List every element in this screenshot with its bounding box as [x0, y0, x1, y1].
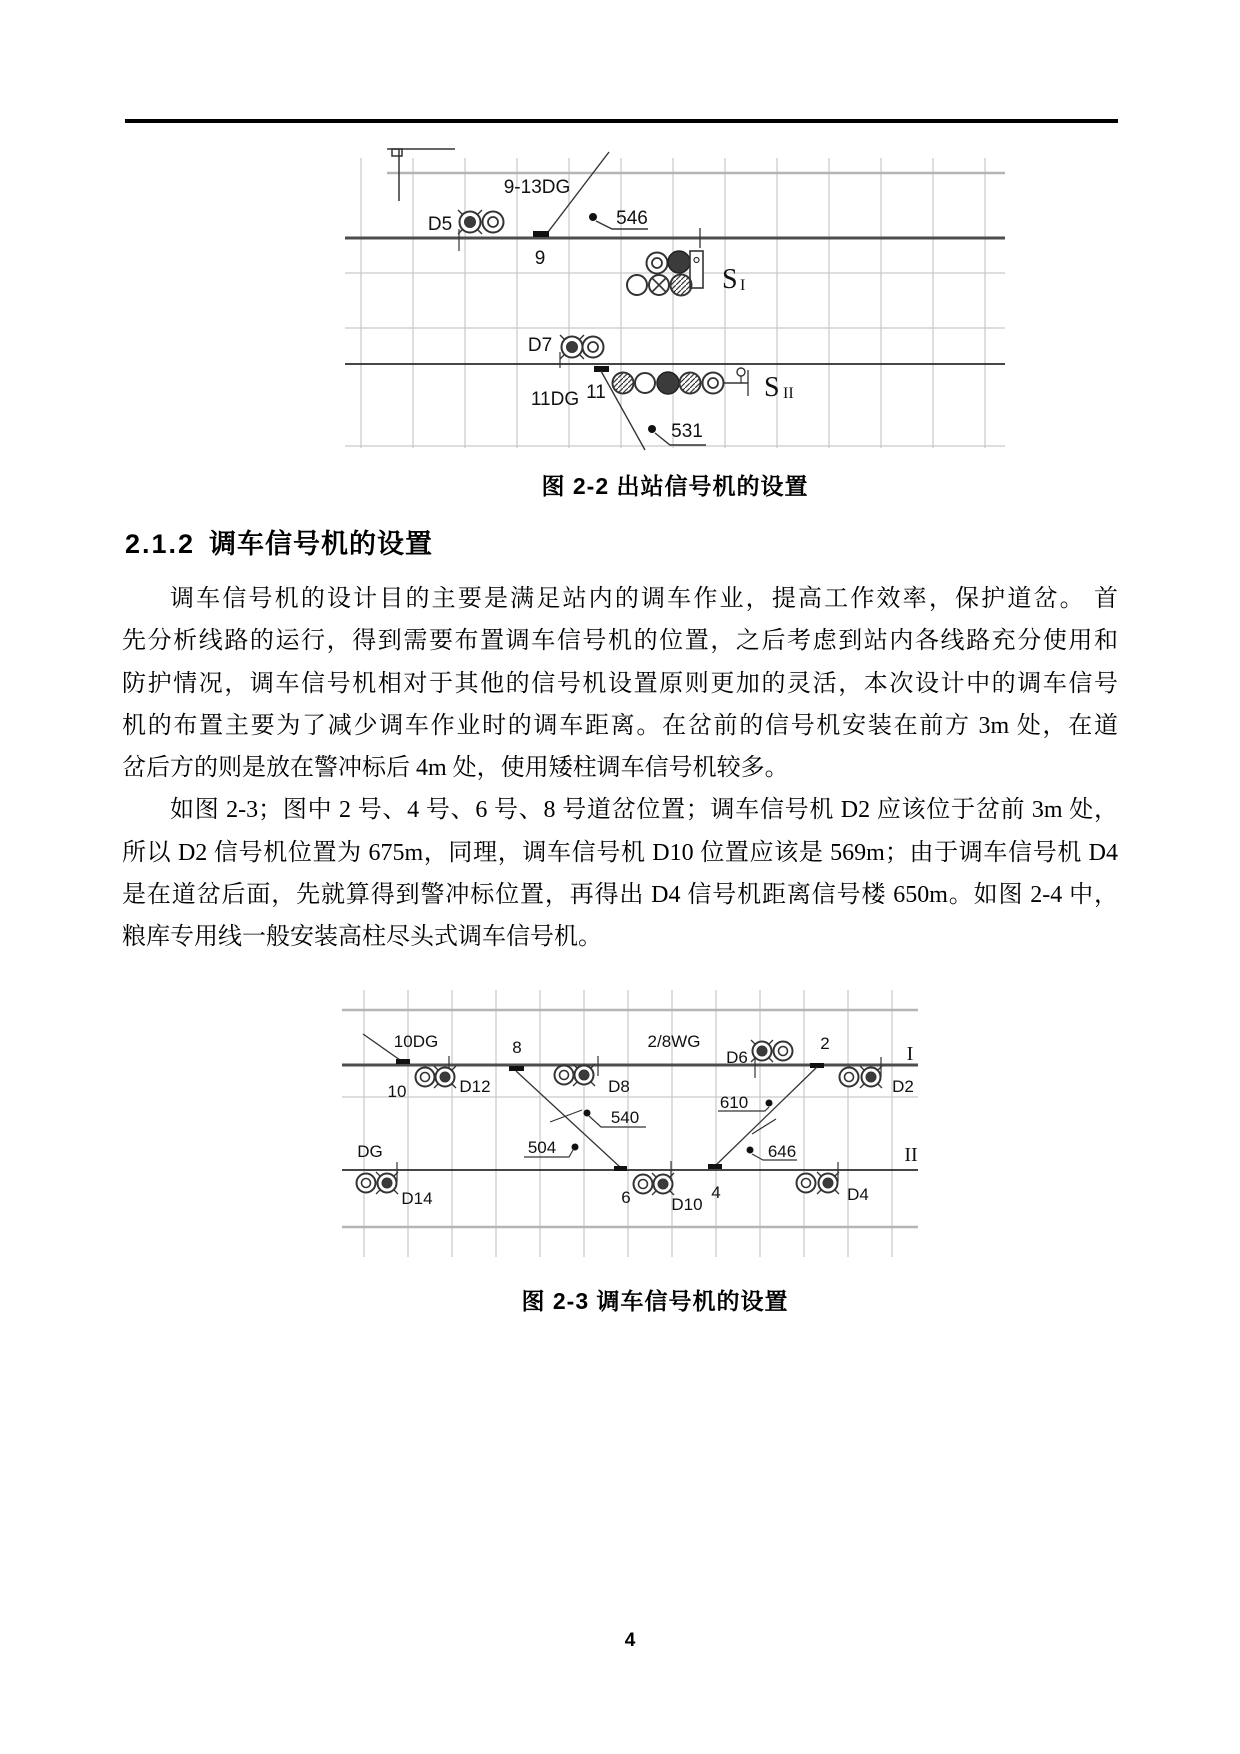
- insulation-joint-9: [533, 231, 549, 237]
- distance-546-dot: [589, 213, 597, 221]
- end-of-track-symbol: [387, 149, 455, 201]
- label-track-i: I: [906, 1043, 914, 1065]
- crossover-2-4-line: [716, 1067, 817, 1165]
- label-switch-11: 11: [586, 382, 606, 403]
- figure-2-2-caption: 图 2-2 出站信号机的设置: [541, 473, 809, 499]
- label-d7: D7: [527, 335, 553, 356]
- label-switch-2: 2: [820, 1034, 830, 1053]
- label-11dg: 11DG: [530, 389, 580, 410]
- label-dg-left: DG: [357, 1142, 383, 1161]
- insulation-joint-4: [708, 1164, 722, 1169]
- label-track-10: 10: [387, 1082, 407, 1101]
- figure-2-2-departure-signals: [340, 125, 1010, 455]
- page-number: 4: [624, 1630, 636, 1651]
- label-s1: S: [722, 264, 738, 295]
- label-610: 610: [719, 1093, 749, 1112]
- label-switch-8: 8: [512, 1038, 522, 1057]
- dwarf-signal-d10-icon: [634, 1161, 675, 1195]
- insulation-joint-8: [509, 1066, 524, 1071]
- label-d5: D5: [427, 214, 453, 235]
- paragraph1-line5: 岔后方的则是放在警冲标后 4m 处，使用矮柱调车信号机较多。: [122, 755, 789, 782]
- distance-646-dot: [747, 1147, 754, 1154]
- label-546: 546: [616, 208, 648, 229]
- dwarf-signal-d14-icon: [357, 1162, 399, 1194]
- dwarf-signal-d8-icon: [555, 1056, 599, 1086]
- label-d12: D12: [459, 1077, 491, 1096]
- crossover-8-6-tick: [550, 1110, 582, 1122]
- label-646: 646: [767, 1142, 797, 1161]
- paragraph2-line1: 如图 2-3；图中 2 号、4 号、6 号、8 号道岔位置；调车信号机 D2 应该位于岔前 3m 处，: [170, 797, 1118, 824]
- label-d6: D6: [726, 1048, 748, 1067]
- body-text: [122, 578, 1118, 959]
- distance-504-dot: [572, 1144, 579, 1151]
- section-title: 调车信号机的设置: [209, 529, 434, 559]
- dwarf-signal-d6-icon: [751, 1040, 793, 1078]
- paragraph2-line4: 粮库专用线一般安装高柱尽头式调车信号机。: [122, 924, 602, 951]
- label-531: 531: [671, 421, 703, 442]
- label-d14: D14: [401, 1189, 433, 1208]
- label-track-ii: II: [904, 1144, 918, 1166]
- insulation-joint-10: [396, 1059, 410, 1064]
- dwarf-signal-d12-icon: [416, 1066, 457, 1088]
- label-s1-subscript: I: [740, 277, 746, 294]
- label-d2: D2: [892, 1077, 914, 1096]
- label-s2: S: [764, 372, 780, 403]
- paragraph1-line2: 先分析线路的运行，得到需要布置调车信号机的位置，之后考虑到站内各线路充分使用和: [122, 628, 1118, 655]
- label-d10: D10: [671, 1195, 703, 1214]
- label-540: 540: [610, 1108, 640, 1127]
- paragraph1-line1: 调车信号机的设计目的主要是满足站内的调车作业，提高工作效率，保护道岔。 首: [170, 586, 1118, 612]
- label-s2-subscript: II: [783, 385, 794, 402]
- section-number: 2.1.2: [125, 529, 196, 559]
- paragraph1-line3: 防护情况，调车信号机相对于其他的信号机设置原则更加的灵活，本次设计中的调车信号: [122, 670, 1118, 697]
- distance-610-dot: [766, 1100, 773, 1107]
- dwarf-signal-d4-icon: [797, 1162, 840, 1194]
- header-rule: [125, 119, 1118, 123]
- label-d4: D4: [847, 1185, 869, 1204]
- distance-531-dot: [648, 425, 656, 433]
- dwarf-signal-d7-icon: [560, 335, 604, 368]
- label-2-8wg: 2/8WG: [647, 1032, 701, 1051]
- label-switch-9: 9: [534, 248, 546, 269]
- figure-2-3-caption: 图 2-3 调车信号机的设置: [521, 1288, 789, 1314]
- dwarf-signal-d2-icon: [840, 1057, 883, 1088]
- insulation-joint-6: [614, 1166, 627, 1171]
- figure-2-3-shunting-signals: [340, 985, 920, 1260]
- label-10dg: 10DG: [393, 1032, 439, 1051]
- exit-signal-s2-icon: [613, 368, 749, 396]
- label-switch-4: 4: [711, 1183, 721, 1202]
- label-d8: D8: [608, 1077, 630, 1096]
- section-heading: [125, 522, 1118, 561]
- label-504: 504: [527, 1138, 557, 1157]
- label-switch-6: 6: [621, 1188, 631, 1207]
- label-9-13dg: 9-13DG: [503, 177, 571, 198]
- paragraph2-line2: 所以 D2 信号机位置为 675m，同理，调车信号机 D10 位置应该是 569m；由于调车信号机 D4: [122, 839, 1118, 866]
- grid: [345, 158, 1005, 448]
- paragraph1-line4: 机的布置主要为了减少调车作业时的调车距离。在岔前的信号机安装在前方 3m 处，在道: [122, 712, 1118, 739]
- paragraph2-line3: 是在道岔后面，先就算得到警冲标位置，再得出 D4 信号机距离信号楼 650m。如图 2-4 中，: [122, 882, 1118, 909]
- distance-540-dot: [584, 1110, 591, 1117]
